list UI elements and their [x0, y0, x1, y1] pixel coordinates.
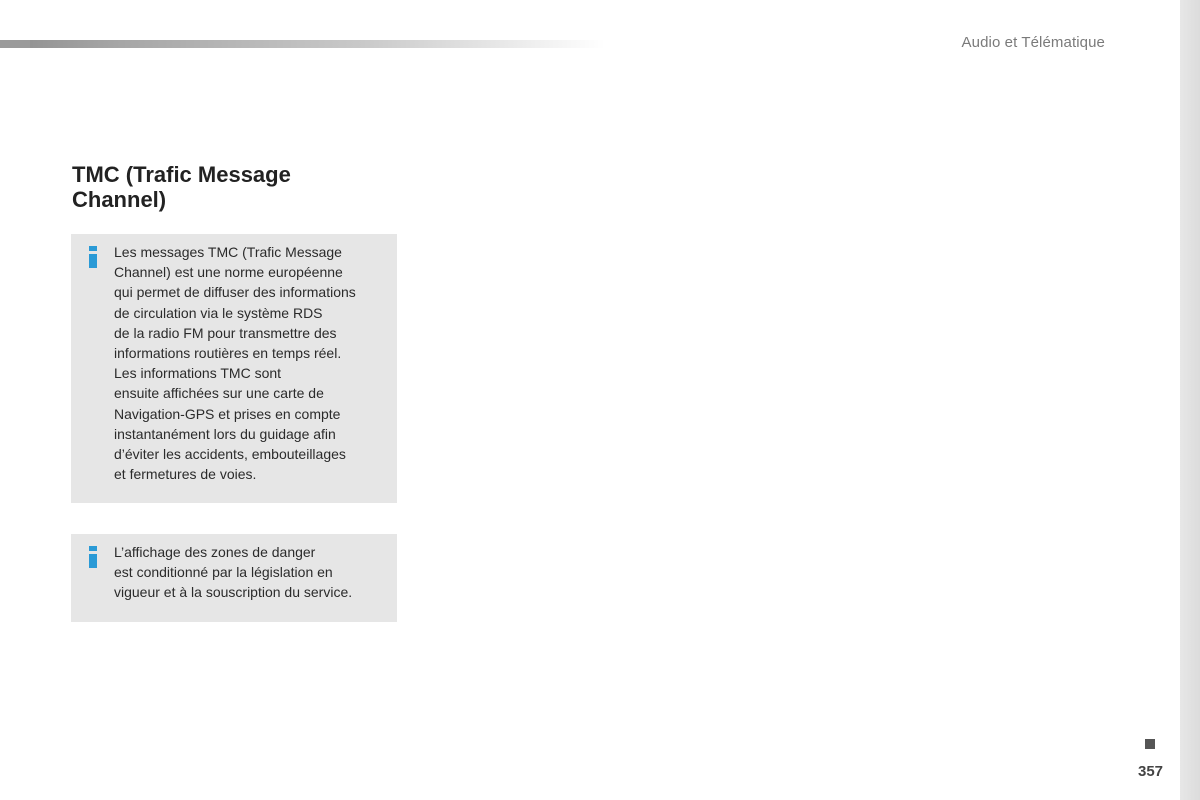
header-gradient-bar	[0, 40, 605, 48]
header-bar-accent	[0, 40, 30, 48]
info-box-text: Les messages TMC (Trafic Message Channel) est une norme européenne qui permet de diffuser des informations de circulation via le système RDS de la radio FM pour transmettre des informations routières en temps réel. Les informations TMC sont ensuite affichées sur une carte de Navigation-GPS et prises en compte instantanément lors du guidage afin d’éviter les accidents, embouteillages et fermetures de voies.	[114, 244, 356, 483]
page-marker-square	[1145, 739, 1155, 749]
info-box-tmc	[71, 234, 397, 503]
info-box-danger-zones	[71, 534, 397, 622]
info-box-text: L’affichage des zones de danger est conditionné par la législation en vigueur et à la souscription du service.	[114, 544, 353, 601]
page-edge-strip	[1180, 0, 1200, 800]
page-number: 357	[1138, 763, 1164, 780]
section-title: Audio et Télématique	[961, 34, 1105, 51]
page-title: TMC (Trafic Message Channel)	[72, 162, 291, 212]
